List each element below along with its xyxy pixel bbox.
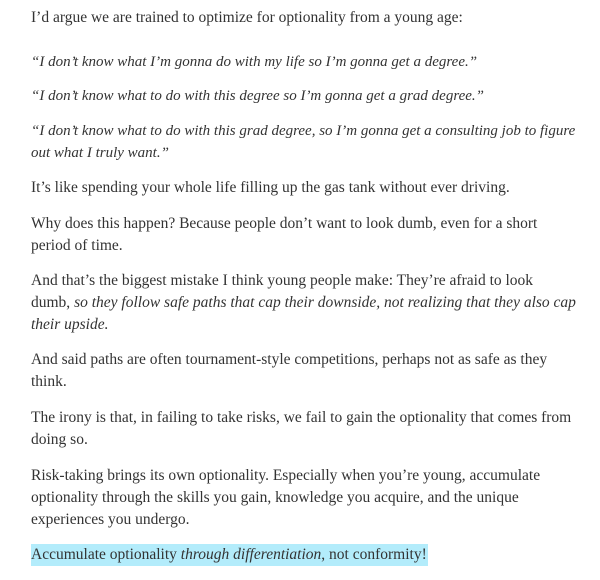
paragraph-biggest-mistake-text: And that’s the biggest mistake I think young people make: They’re afraid to look dumb,: [31, 272, 534, 311]
quote-consulting: “I don’t know what to do with this grad degree, so I’m gonna get a consulting job to figure out what I truly want.”: [31, 123, 576, 161]
paragraph-why: Why does this happen? Because people don’t want to look dumb, even for a short period of time.: [31, 215, 538, 254]
highlighted-conclusion: [31, 544, 428, 566]
paragraph-irony: The irony is that, in failing to take risks, we fail to gain the optionality that comes from doing so.: [31, 409, 572, 448]
quote-grad-degree: “I don’t know what to do with this degree so I’m gonna get a grad degree.”: [31, 88, 485, 104]
conclusion-text-italic: through differentiation: [180, 546, 322, 563]
paragraph-biggest-mistake: [31, 270, 576, 336]
paragraph-biggest-mistake-italic: so they follow safe paths that cap their downside, not realizing that they also cap their upside.: [31, 294, 576, 333]
conclusion-text-start: Accumulate optionality: [31, 546, 181, 563]
paragraph-tournament: And said paths are often tournament-style competitions, perhaps not as safe as they think.: [31, 351, 548, 390]
conclusion-text-end: , not conformity!: [321, 546, 427, 563]
quote-degree: “I don’t know what I’m gonna do with my life so I’m gonna get a degree.”: [31, 54, 478, 70]
paragraph-gas-tank: It’s like spending your whole life filling up the gas tank without ever driving.: [31, 179, 510, 196]
paragraph-risk-taking: Risk-taking brings its own optionality. Especially when you’re young, accumulate optionality through the skills you gain, knowledge you acquire, and the unique experiences you undergo.: [31, 467, 541, 528]
paragraph-conclusion: [31, 544, 576, 566]
paragraph-intro: I’d argue we are trained to optimize for optionality from a young age:: [31, 9, 463, 26]
